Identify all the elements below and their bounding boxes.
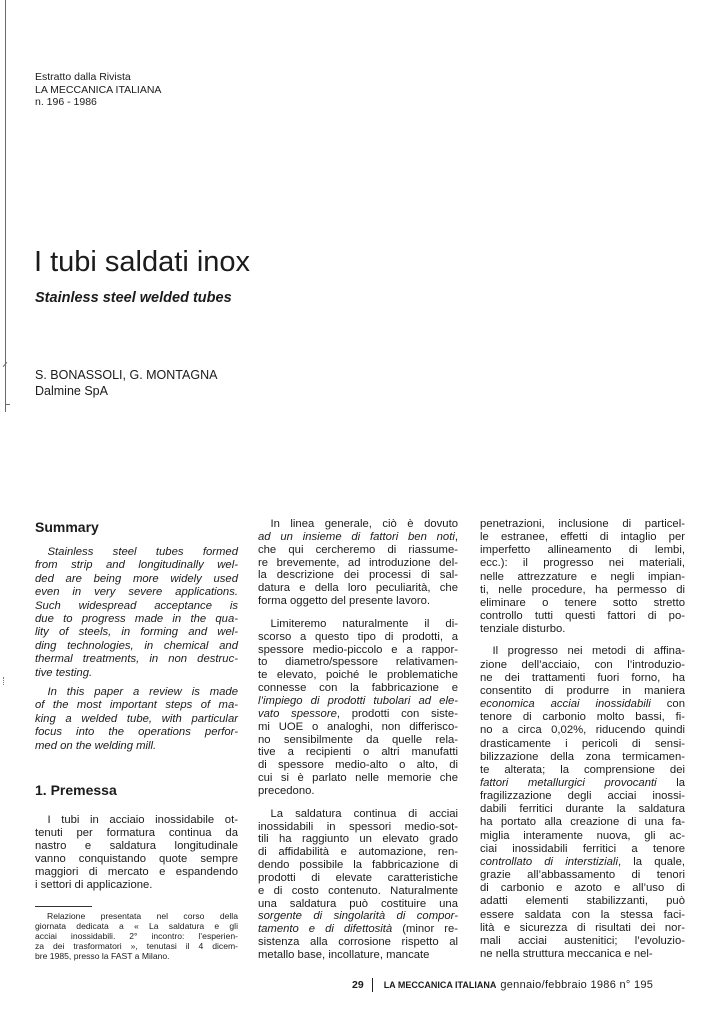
text-segment: con (650, 698, 685, 711)
text-line: inossidabili in spessori medio-sot- (258, 820, 458, 833)
text-line: due to progress made in the qua- (35, 613, 238, 626)
scan-edge-mark (3, 677, 6, 685)
text-line: In linea generale, ciò è dovuto (270, 518, 458, 530)
text-line: bilizzazione della zona termicamen- (480, 750, 685, 763)
text-line: ne nella struttura meccanica e nel- (480, 948, 653, 960)
footer-divider (372, 978, 373, 992)
summary-text (35, 546, 238, 753)
text-segment: , (454, 530, 458, 543)
text-line: forma oggetto del presente lavoro. (258, 595, 431, 608)
italic-text: sorgente di singolarità di compor- (258, 910, 458, 923)
italic-text: vato spessore (258, 707, 337, 720)
article-title: I tubi saldati inox (34, 246, 251, 278)
text-line: from strip and longitudinally wel- (35, 559, 238, 572)
text-line: imperfetto allineamento di lembi, (480, 544, 685, 557)
text-line: ding technologies, in chemical and (35, 639, 238, 652)
text-line: controllo tutti questi fattori di po- (480, 610, 685, 623)
text-segment: la (656, 776, 685, 789)
text-line: La saldatura continua di acciai (270, 807, 458, 820)
summary-heading: Summary (35, 519, 99, 535)
text-line: acciai inossidabili. 2° incontro: l’esperien- (35, 931, 238, 941)
text-line: i settori di applicazione. (35, 879, 153, 891)
italic-text: l’impiego di prodotti tubolari ad ele- (258, 694, 458, 707)
text-line: metallo base, incollature, mancate (258, 949, 430, 961)
text-line: di spessore medio-alto o alto, di (258, 759, 458, 772)
paragraph (480, 645, 685, 961)
text-line: of the most important steps of ma- (35, 699, 238, 712)
text-segment: , la quale, (617, 855, 685, 868)
text-column-right (480, 518, 685, 961)
text-line: bre 1985, presso la FAST a Milano. (35, 951, 170, 961)
paragraph (35, 686, 238, 753)
italic-text: fattori metallurgici provocanti (480, 776, 657, 789)
text-line: Il progresso nei metodi di affina- (492, 645, 685, 658)
italic-text: economica acciai inossidabili (480, 698, 651, 711)
text-line: giornata dedicata a « La saldatura e gli (35, 921, 238, 931)
text-line: vanno conquistando quote sempre (35, 853, 238, 865)
text-line: ne dei trattamenti fuori forno, ha (480, 671, 685, 684)
affiliation: Dalmine SpA (35, 384, 108, 398)
page-number: 29 (352, 979, 364, 991)
text-line: Relazione presentata nel corso della (47, 911, 238, 921)
text-line: tenore di carbonio molto bassi, fi- (480, 711, 685, 724)
text-line: consentito di produrre in maniera (480, 684, 685, 697)
text-line: tenuti per formatura continua da (35, 827, 238, 839)
offprint-header-line: Estratto dalla Rivista (35, 71, 131, 83)
text-line: dendo possibile la fabbricazione di (258, 859, 458, 872)
text-line (480, 777, 685, 790)
text-line: ded are being more widely used (35, 572, 238, 585)
text-line: no a circa 0,02%, riducendo quindi (480, 724, 685, 737)
text-line: Such widespread acceptance is (35, 599, 238, 612)
text-line (480, 856, 685, 869)
paragraph (258, 808, 458, 962)
text-line: I tubi in acciaio inossidabile ot- (47, 814, 238, 826)
text-line: even in very severe applications. (35, 586, 238, 599)
text-line: tive a recipienti o altri manufatti (258, 746, 458, 759)
text-line: le estranee, effetti di intaglio per (480, 531, 685, 544)
text-line: to diametro/spessore relativamen- (258, 656, 458, 669)
footnote-rule (35, 906, 92, 907)
text-line: e di costo contenuto. Naturalmente (258, 884, 458, 897)
text-line (258, 708, 458, 721)
text-line: mi UOE o analoghi, non differisco- (258, 720, 458, 733)
text-line: miglia interamente nuova, gli ac- (480, 829, 685, 842)
text-line: connesse con la fabbricazione e (258, 682, 458, 695)
text-segment: , prodotti con siste- (336, 707, 458, 720)
text-line: ha portato alla creazione di una fa- (480, 816, 685, 829)
text-line: Stainless steel tubes formed (47, 546, 238, 558)
text-line: cui si è parlato nelle memorie che (258, 772, 458, 785)
text-line: maggiori di mercato e espandendo (35, 866, 238, 878)
text-line: re brevemente, ad introduzione del- (258, 556, 458, 569)
text-line: ecc.): il progresso nei materiali, (480, 557, 685, 570)
paragraph (258, 618, 458, 798)
text-line: thermal treatments, in non destruc- (35, 653, 238, 666)
text-line: la descrizione dei processi di sal- (258, 569, 458, 582)
author-block (35, 367, 217, 399)
footer-journal-name: LA MECCANICA ITALIANA (383, 980, 497, 990)
text-line: dabili ferritici durante la saldatura (480, 803, 685, 816)
text-line: lità e sicurezza di risultati dei nor- (480, 921, 685, 934)
text-line: ciai inossidabili ferritici a tenore (480, 842, 685, 855)
paragraph (35, 546, 238, 680)
text-line: scorso a questo tipo di prodotti, a (258, 630, 458, 643)
paragraph (35, 911, 238, 961)
text-line: una saldatura può costituire una (258, 897, 458, 910)
offprint-issue: n. 196 - 1986 (35, 96, 97, 108)
text-line: essere saldata con la stessa faci- (480, 908, 685, 921)
text-line: precedono. (258, 784, 315, 797)
italic-text: ad un insieme di fattori ben noti (258, 530, 455, 543)
article-subtitle: Stainless steel welded tubes (35, 290, 232, 306)
text-line: spessore medio-piccolo e a rappor- (258, 643, 458, 656)
section-heading-premessa: 1. Premessa (35, 782, 117, 798)
scan-edge-line (5, 0, 6, 412)
text-line: penetrazioni, inclusione di particel- (480, 518, 685, 530)
footer-issue: gennaio/febbraio 1986 n° 195 (500, 979, 654, 991)
text-line: di carbonio e azoto e all’uso di (480, 882, 685, 895)
text-line: nelle attrezzature e negli impian- (480, 570, 685, 583)
authors: S. BONASSOLI, G. MONTAGNA (35, 368, 218, 382)
text-line: te elevato, poiché le problematiche (258, 669, 458, 682)
text-line (480, 698, 685, 711)
text-line: za dei trasformatori », tenutasi il 4 dicem- (35, 941, 238, 951)
text-line (258, 531, 458, 544)
text-line: focus into the operations perfor- (35, 726, 238, 739)
italic-text: controllato di interstiziali (480, 855, 618, 868)
text-line: tili ha raggiunto un elevato grado (258, 833, 458, 846)
text-line: di affidabilità e automazione, ren- (258, 846, 458, 859)
offprint-journal-name: LA MECCANICA ITALIANA (35, 83, 162, 96)
text-line: ti, nelle procedure, ha permesso di (480, 583, 685, 596)
text-line: med on the welding mill. (35, 739, 157, 752)
paragraph (35, 814, 238, 892)
text-line: king a welded tube, with particular (35, 712, 238, 725)
text-line: tive testing. (35, 666, 93, 679)
italic-text: tamento e di difettosità (258, 923, 393, 936)
text-line (258, 910, 458, 923)
text-line: no sensibilmente da quelle rela- (258, 733, 458, 746)
text-line: te alterata; la comprensione dei (480, 763, 685, 776)
text-line: mali acciai austenitici; l’evoluzio- (480, 934, 685, 947)
text-line: che qui cercheremo di riassume- (258, 543, 458, 556)
offprint-header (35, 71, 161, 109)
paragraph (258, 518, 458, 608)
text-segment: (minor re- (392, 923, 459, 936)
scan-edge-mark (5, 404, 10, 405)
text-column-middle (258, 518, 458, 962)
text-line: sistenza alla corrosione rispetto al (258, 936, 458, 949)
text-line: grazie all’abbassamento di tenori (480, 869, 685, 882)
text-line: adatti elementi stabilizzanti, può (480, 895, 685, 908)
text-line: drasticamente i pericoli di sensi- (480, 737, 685, 750)
text-line: prodotti di elevate caratteristiche (258, 871, 458, 884)
text-line: lity of steels, in forming and wel- (35, 626, 238, 639)
premessa-text (35, 814, 238, 892)
text-line (258, 923, 458, 936)
text-line: fragilizzazione degli acciai inossi- (480, 790, 685, 803)
text-line: Limiteremo naturalmente il di- (270, 617, 458, 630)
text-line: datura e della loro peculiarità, che (258, 582, 458, 595)
text-line: In this paper a review is made (47, 686, 238, 699)
text-line: zione dell’acciaio, con l’introduzio- (480, 658, 685, 671)
page-footer (352, 977, 653, 993)
text-line: nastro e saldatura longitudinale (35, 840, 238, 852)
footnote (35, 911, 238, 961)
text-line: tenziale disturbo. (480, 623, 566, 636)
text-line: eliminare o tenere sotto stretto (480, 596, 685, 609)
text-line (258, 695, 458, 708)
paragraph (480, 518, 685, 636)
